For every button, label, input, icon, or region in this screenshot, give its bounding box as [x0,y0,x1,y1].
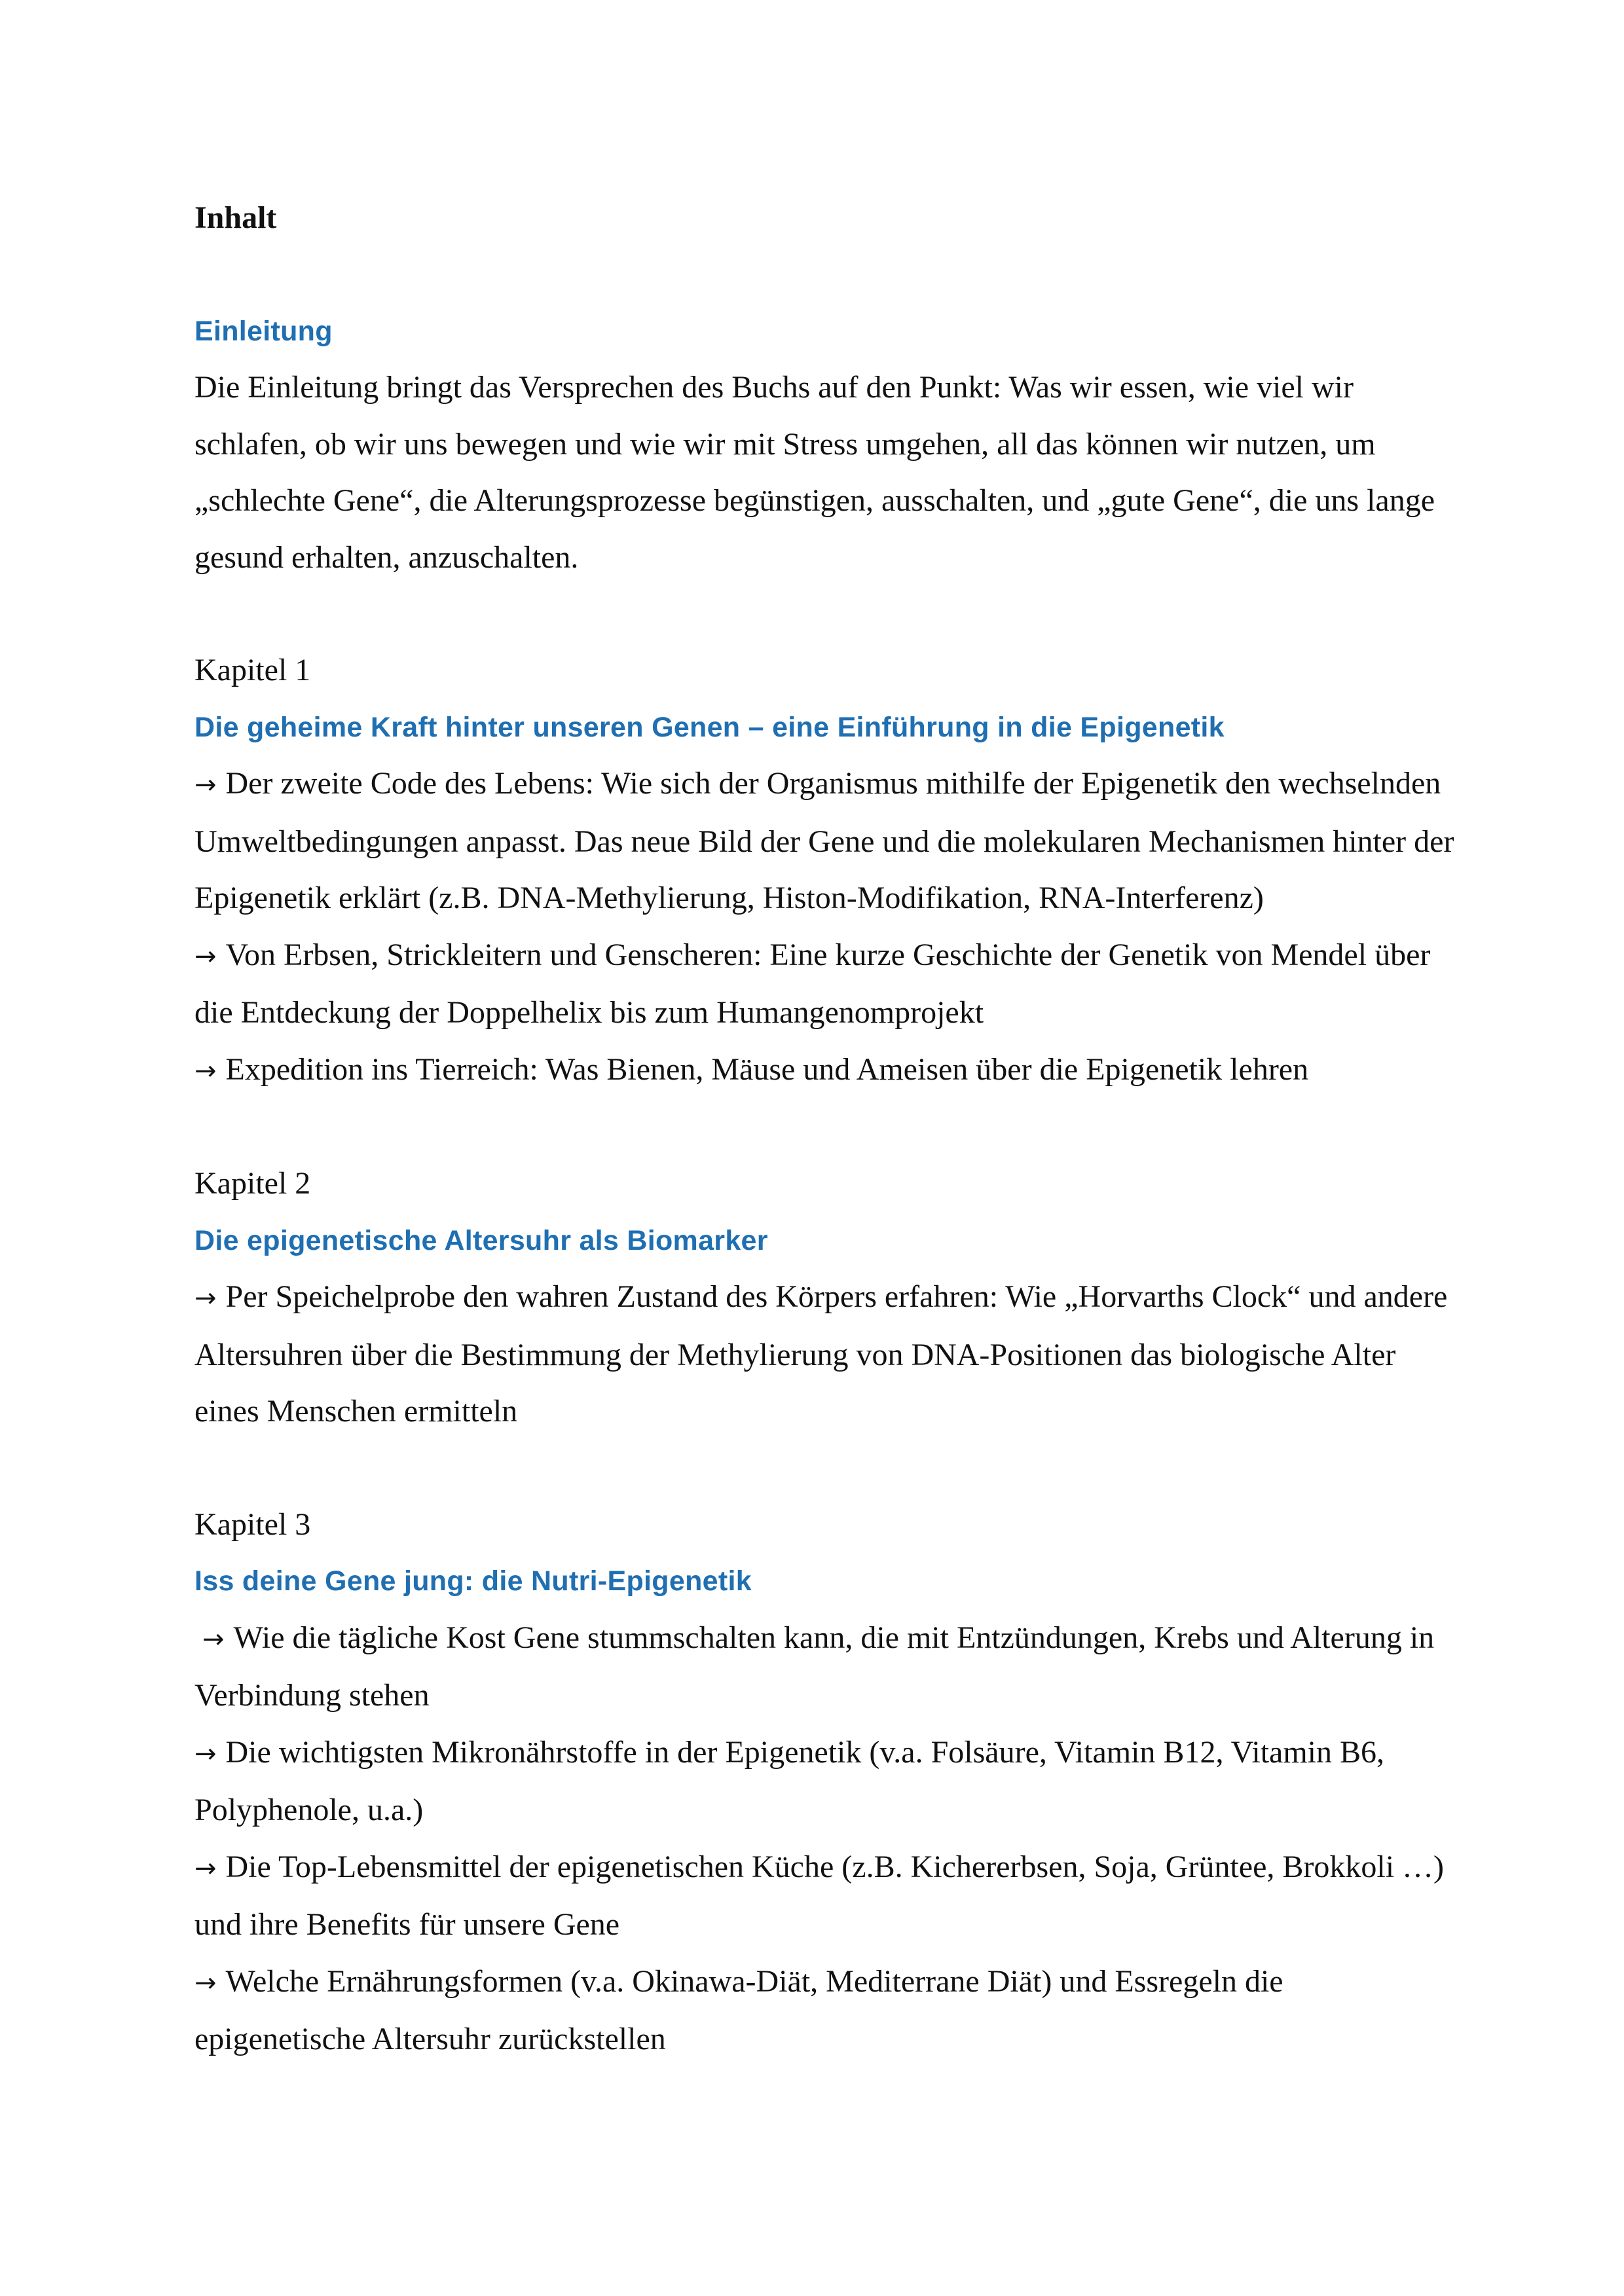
bullet-text: Von Erbsen, Strickleitern und Genscheren: Eine kurze Geschichte der Genetik von Mendel über die Entdeckung der Doppelhelix bis zum Humangenomprojekt [194,937,1431,1030]
section-chapter-1 [194,642,1458,1099]
section-chapter-3 [194,1497,1458,2068]
chapter-3-bullet-2 [194,1724,1458,1839]
bullet-text: Expedition ins Tierreich: Was Bienen, Mäuse und Ameisen über die Epigenetik lehren [225,1051,1309,1087]
chapter-1-bullet-1 [194,756,1458,927]
intro-heading: Einleitung [194,315,333,347]
arrow-right-icon: → [194,1853,217,1884]
chapter-2-label: Kapitel 2 [194,1166,311,1201]
document-title: Inhalt [194,200,277,235]
chapter-1-bullet-2 [194,927,1458,1042]
chapter-3-heading: Iss deine Gene jung: die Nutri-Epigenetik [194,1565,752,1597]
arrow-right-icon: → [194,1967,217,1998]
chapter-2-heading: Die epigenetische Altersuhr als Biomarker [194,1224,768,1256]
chapter-3-bullet-4 [194,1954,1458,2068]
document-page [194,190,1458,2124]
chapter-3-label: Kapitel 3 [194,1506,311,1542]
intro-text: Die Einleitung bringt das Versprechen des Buchs auf den Punkt: Was wir essen, wie viel wir schlafen, ob wir uns bewegen und wie wir mit Stress umgehen, all das können wir nutzen, um „schlechte Gene“, die Alterungsprozesse begünstigen, ausschalten, und „gute Gene“, die uns lange gesund erhalten, anzuschalten. [194,370,1435,575]
arrow-right-icon: → [194,941,217,972]
bullet-text: Welche Ernährungsformen (v.a. Okinawa-Diät, Mediterrane Diät) und Essregeln die epigenetische Altersuhr zurückstellen [194,1963,1283,2056]
chapter-3-bullet-1 [194,1610,1458,1724]
arrow-right-icon: → [194,770,217,800]
section-chapter-2 [194,1156,1458,1440]
chapter-1-bullet-3 [194,1042,1458,1100]
chapter-3-bullet-3 [194,1839,1458,1954]
arrow-right-icon: → [194,1738,217,1769]
arrow-right-icon: → [194,1283,217,1313]
chapter-2-bullet-1 [194,1269,1458,1440]
bullet-text: Per Speichelprobe den wahren Zustand des Körpers erfahren: Wie „Horvarths Clock“ und andere Altersuhren über die Bestimmung der Methylierung von DNA-Positionen das biologische Alter eines Menschen ermitteln [194,1279,1448,1429]
chapter-1-label: Kapitel 1 [194,653,311,687]
bullet-text: Der zweite Code des Lebens: Wie sich der Organismus mithilfe der Epigenetik den wechselnden Umweltbedingungen anpasst. Das neue Bild der Gene und die molekularen Mechanismen hinter der Epigenetik erklärt (z.B. DNA-Methylierung, Histon-Modifikation, RNA-Interferenz) [194,766,1454,915]
bullet-text: Die Top-Lebensmittel der epigenetischen Küche (z.B. Kichererbsen, Soja, Grüntee, Brokkoli …) und ihre Benefits für unsere Gene [194,1849,1445,1942]
arrow-right-icon: → [202,1624,225,1654]
chapter-1-heading: Die geheime Kraft hinter unseren Genen – eine Einführung in die Epigenetik [194,711,1225,743]
section-intro [194,303,1458,587]
bullet-text: Die wichtigsten Mikronährstoffe in der Epigenetik (v.a. Folsäure, Vitamin B12, Vitamin B6, Polyphenole, u.a.) [194,1734,1385,1827]
arrow-right-icon: → [194,1055,217,1086]
bullet-text: Wie die tägliche Kost Gene stummschalten kann, die mit Entzündungen, Krebs und Alterung in Verbindung stehen [194,1620,1435,1713]
